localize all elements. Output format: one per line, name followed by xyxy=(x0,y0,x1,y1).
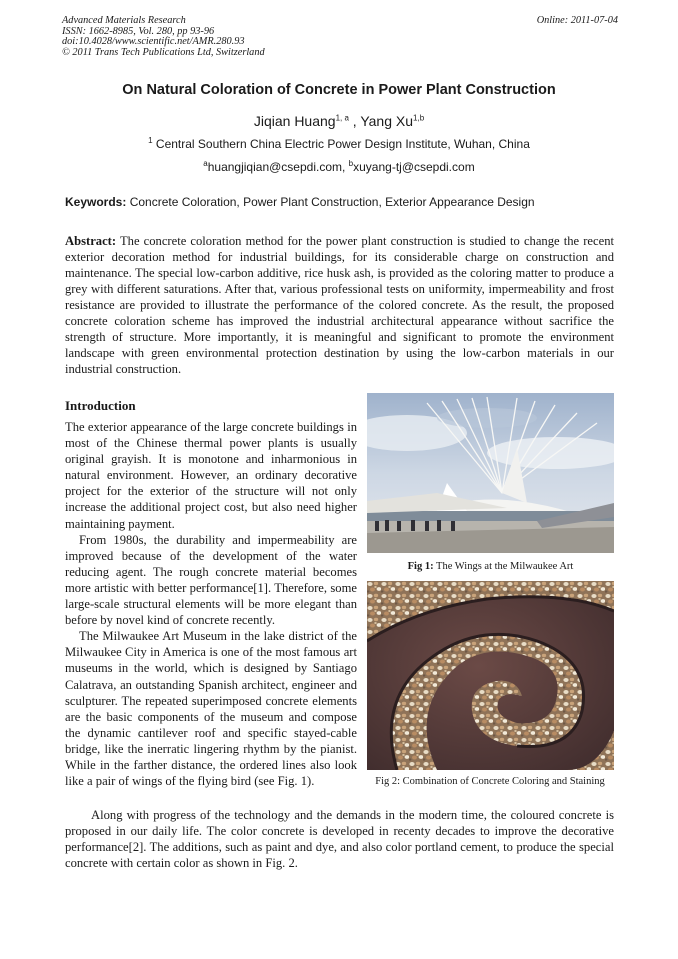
colored-concrete-photo xyxy=(367,581,614,770)
author-separator: , xyxy=(348,113,361,129)
keywords-label: Keywords: xyxy=(65,195,127,209)
paper-title: On Natural Coloration of Concrete in Power Plant Construction xyxy=(122,82,556,98)
author-superscript: 1, a xyxy=(335,113,349,123)
paragraph: From 1980s, the durability and impermeability are improved because of the development of the water reducing agent. The rough concrete material becomes more artistic with better performance[1]. Therefore, some large-scale structural elements will be more elegant than before by novel kind of concrete recently. xyxy=(65,532,357,628)
figure-2-caption: Fig 2: Combination of Concrete Coloring and Staining xyxy=(375,776,605,787)
abstract-text: The concrete coloration method for the power plant construction is studied to change the recent exterior decoration method for industrial buildings, for its considerable charge on construction and maintenance. The special low-carbon additive, rice husk ash, is provided as the coloring matter to produce a grey with different saturations. After that, various professional tests on uniformity, impermeability and frost resistance are provided to illustrate the performance of the colored concrete. As the result, the proposed concrete coloration scheme has improved the industrial architectural appearance without sacrifice the strength of structure. More importantly, it is meaningful and significant to promote the environment landscape with green environmental protection destination by using the low-carbon materials in our industrial construction. xyxy=(65,234,614,376)
affiliation-text: Central Southern China Electric Power Design Institute, Wuhan, China xyxy=(152,137,530,151)
museum-photo xyxy=(367,393,614,553)
email-superscript: b xyxy=(348,159,354,168)
copyright-line: © 2011 Trans Tech Publications Ltd, Switzerland xyxy=(62,46,265,58)
affiliation xyxy=(0,137,678,151)
keywords-text: Concrete Coloration, Power Plant Construction, Exterior Appearance Design xyxy=(126,195,535,209)
author-name: Jiqian Huang xyxy=(253,113,336,129)
author-name: Yang Xu xyxy=(360,113,414,129)
abstract-label: Abstract: xyxy=(65,234,117,248)
figure-label: Fig 1: xyxy=(407,561,434,572)
figure-1-photo xyxy=(367,393,614,553)
abstract xyxy=(65,233,614,377)
email-link[interactable]: huangjiqian@csepdi.com, xyxy=(207,160,349,174)
author-line xyxy=(0,113,678,129)
section-heading: Introduction xyxy=(65,398,136,413)
paragraph: The Milwaukee Art Museum in the lake district of the Milwaukee City in America is one of the most famous art museums in the world, which is designed by Santiago Calatrava, an outstanding Spanish architect, engineer and sculpturer. The repeated superimposed concrete elements are the basic components of the museum and compose the dynamic cantilever roof and specific stayed-cable bridge, like the inerratic lingering rhythm by the pianist. While in the farther distance, the ordered lines also look like a pair of wings of the flying bird (see Fig. 1). xyxy=(65,629,357,789)
figure-1-caption xyxy=(367,561,614,572)
intro-left-column xyxy=(65,419,357,789)
issn-line: ISSN: 1662-8985, Vol. 280, pp 93-96 xyxy=(62,25,215,37)
intro-full-width xyxy=(65,807,614,871)
journal-header xyxy=(62,16,618,58)
figure-caption-text: The Wings at the Milwaukee Art xyxy=(433,561,574,572)
paragraph: Along with progress of the technology and the demands in the modern time, the coloured concrete is proposed in our daily life. The color concrete is developed in recenty decades to improve the decorative performance[2]. The additions, such as paint and dye, and also color portland cement, to produce the special concrete with certain color as shown in Fig. 2. xyxy=(65,808,614,871)
keywords xyxy=(65,195,625,209)
author-superscript: 1,b xyxy=(413,113,425,123)
figure-2-photo xyxy=(367,581,614,770)
online-date: Online: 2011-07-04 xyxy=(536,15,618,26)
affiliation-superscript: 1 xyxy=(148,136,153,145)
email-superscript: a xyxy=(203,159,208,168)
journal-name: Advanced Materials Research xyxy=(62,15,186,26)
doi-line: doi:10.4028/www.scientific.net/AMR.280.93 xyxy=(62,36,245,47)
paragraph: The exterior appearance of the large concrete buildings in most of the Chinese thermal power plants is usually original grayish. It is monotone and inharmonious in natural environment. However, an ordinary decorative project for the exterior of the structure will not only increase the additional project cost, but also need higher maintaining payment. xyxy=(65,420,357,531)
email-line xyxy=(0,160,678,174)
email-link[interactable]: xuyang-tj@csepdi.com xyxy=(353,160,475,174)
